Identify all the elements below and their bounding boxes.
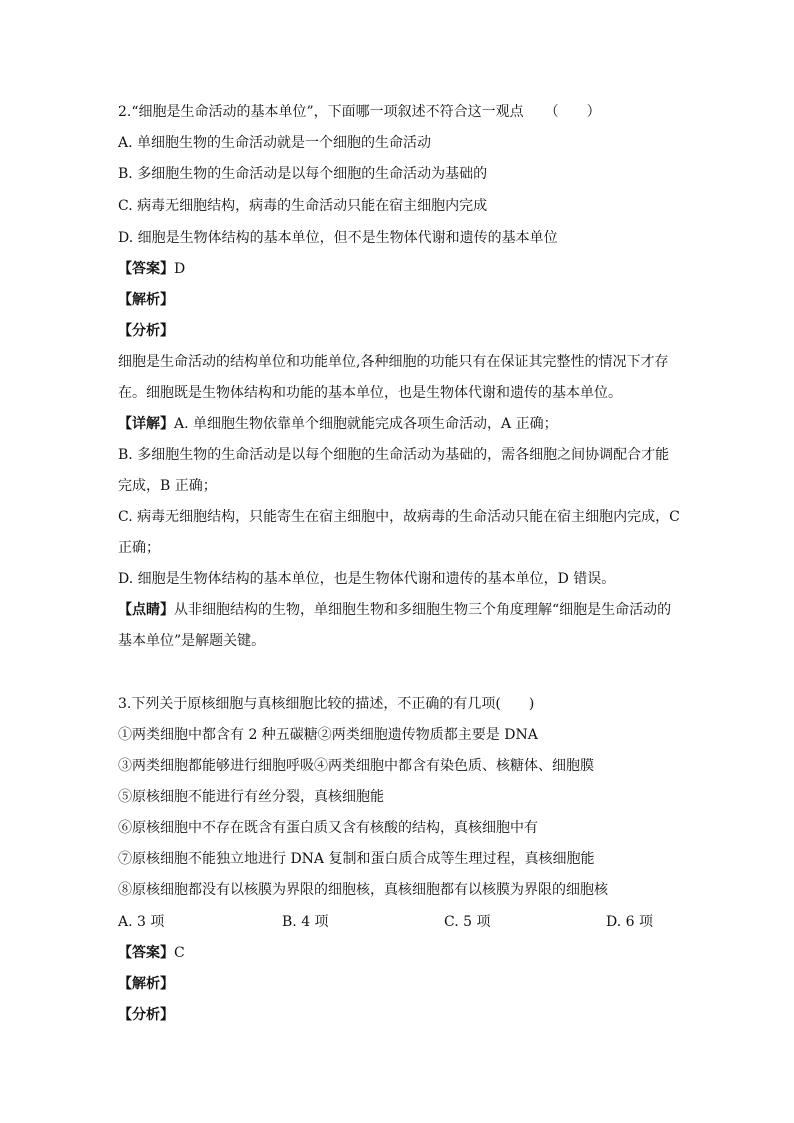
q3-answer: [118, 943, 698, 963]
answer-value: C: [174, 945, 185, 961]
detail-label: 【详解】: [118, 416, 174, 432]
answer-label: 【答案】: [118, 945, 174, 961]
dianjing-text: 从非细胞结构的生物，单细胞生物和多细胞生物三个角度理解“细胞是生命活动的: [174, 602, 672, 618]
q2-option-d: D. 细胞是生物体结构的基本单位，但不是生物体代谢和遗传的基本单位: [118, 230, 558, 246]
q2-detail-first: [118, 414, 698, 434]
q2-stem: 2.“细胞是生命活动的基本单位”，下面哪一项叙述不符合这一观点 （ ）: [118, 104, 601, 120]
q3-stem: 3.下列关于原核细胞与真核细胞比较的描述，不正确的有几项( ): [118, 696, 535, 712]
answer-value: D: [174, 261, 186, 277]
detail-text: A. 单细胞生物依靠单个细胞就能完成各项生命活动，A 正确；: [174, 416, 558, 432]
dianjing-label: 【点睛】: [118, 602, 174, 618]
q3-analysis-label: 【解析】: [118, 976, 174, 992]
q2-detail-line-b: B. 多细胞生物的生命活动是以每个细胞的生命活动为基础的，需各细胞之间协调配合才能: [118, 447, 670, 463]
q3-statement-2: ③两类细胞都能够进行细胞呼吸④两类细胞中都含有染色质、核糖体、细胞膜: [118, 758, 594, 774]
q2-analysis-label: 【解析】: [118, 292, 174, 308]
q2-detail-line-c2: 正确；: [118, 540, 160, 556]
q3-statement-6: ⑧原核细胞都没有以核膜为界限的细胞核，真核细胞都有以核膜为界限的细胞核: [118, 882, 608, 898]
q2-dianjing: [118, 600, 698, 620]
q2-detail-line-d: D. 细胞是生物体结构的基本单位，也是生物体代谢和遗传的基本单位，D 错误。: [118, 571, 616, 587]
q2-option-c: C. 病毒无细胞结构，病毒的生命活动只能在宿主细胞内完成: [118, 198, 488, 214]
q2-option-a: A. 单细胞生物的生命活动就是一个细胞的生命活动: [118, 135, 432, 151]
q2-detail-line-c: C. 病毒无细胞结构，只能寄生在宿主细胞中，故病毒的生命活动只能在宿主细胞内完成，C: [118, 509, 680, 525]
q2-option-b: B. 多细胞生物的生命活动是以每个细胞的生命活动为基础的: [118, 166, 488, 182]
q3-option-b: B. 4 项: [282, 914, 329, 930]
q2-fenxi-line-1: 细胞是生命活动的结构单位和功能单位,各种细胞的功能只有在保证其完整性的情况下才存: [118, 354, 669, 370]
q2-dianjing-line-2: 基本单位”是解题关键。: [118, 633, 266, 649]
q3-fenxi-label: 【分析】: [118, 1007, 174, 1023]
q3-option-d: D. 6 项: [606, 914, 653, 930]
answer-label: 【答案】: [118, 261, 174, 277]
q2-answer: [118, 259, 698, 279]
q2-detail-line-b2: 完成，B 正确；: [118, 478, 217, 494]
q3-statement-4: ⑥原核细胞中不存在既含有蛋白质又含有核酸的结构，真核细胞中有: [118, 820, 538, 836]
q3-statement-1: ①两类细胞中都含有 2 种五碳糖②两类细胞遗传物质都主要是 DNA: [118, 727, 538, 743]
q3-option-a: A. 3 项: [118, 914, 165, 930]
q3-option-c: C. 5 项: [444, 914, 491, 930]
q3-statement-3: ⑤原核细胞不能进行有丝分裂，真核细胞能: [118, 789, 384, 805]
q2-fenxi-label: 【分析】: [118, 323, 174, 339]
q2-fenxi-line-2: 在。细胞既是生物体结构和功能的基本单位，也是生物体代谢和遗传的基本单位。: [118, 385, 622, 401]
q3-statement-5: ⑦原核细胞不能独立地进行 DNA 复制和蛋白质合成等生理过程，真核细胞能: [118, 851, 595, 867]
